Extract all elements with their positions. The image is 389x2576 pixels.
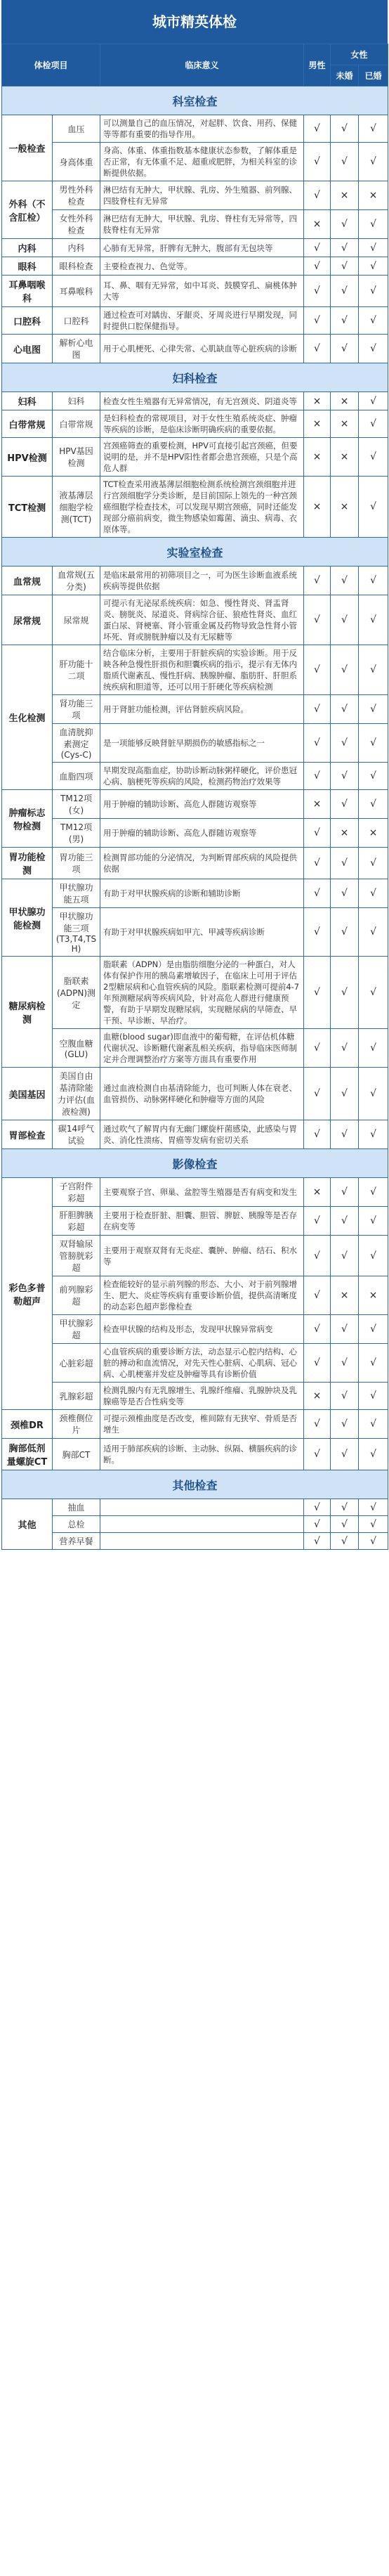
mark-male: √ [304,957,331,1029]
row-description: 主要用于观察双肾有无炎症、囊肿、肿瘤、结石、积水等 [100,1236,304,1276]
mark-unmarried: × [331,438,359,477]
row-description: 有助于对甲状腺疾病如甲亢、甲减等疾病诊断 [100,908,304,957]
mark-married: √ [359,645,388,695]
row-description: 淋巴结有无肿大，甲状腺、乳房、外生殖器、前列腺、四肢脊柱有无异常 [100,181,304,210]
mark-male: √ [304,1315,331,1344]
mark-male: × [304,1178,331,1207]
row-description: 检查女性生殖器有无异常情况，有无宫颈炎、阴道炎等 [100,392,304,410]
row-item: 子宫附件彩超 [53,1178,100,1207]
mark-male: × [304,1383,331,1410]
mark-male: √ [304,307,331,335]
mark-male: × [304,438,331,477]
table-row [2,392,388,410]
table-header-row [2,44,388,65]
mark-unmarried: √ [331,1383,359,1410]
row-description: 检测乳腺内有无乳腺增生、乳腺纤维瘤、乳腺肿块及乳腺癌等是否合性病变等 [100,1383,304,1410]
row-item: 肝功能十二项 [53,645,100,695]
mark-male: × [304,790,331,819]
mark-unmarried: √ [331,790,359,819]
table-row [2,879,388,908]
header-category: 体检项目 [2,44,100,86]
table-row [2,1499,388,1516]
mark-unmarried: √ [331,763,359,790]
row-category: 生化检测 [2,645,53,790]
mark-unmarried: √ [331,1207,359,1236]
table-row [2,477,388,538]
mark-married: √ [359,1315,388,1344]
table-row [2,567,388,595]
mark-unmarried: × [331,410,359,438]
table-row [2,819,388,848]
table-row [2,1516,388,1533]
mark-married: √ [359,276,388,307]
mark-unmarried: × [331,819,359,848]
row-item: 肾功能三项 [53,695,100,724]
table-row [2,210,388,239]
row-category: 口腔科 [2,307,53,335]
row-category: 血常规 [2,567,53,595]
mark-married: √ [359,477,388,538]
mark-unmarried: √ [331,115,359,143]
mark-unmarried: √ [331,1410,359,1439]
section-header [2,363,388,392]
row-description: 可提示颈椎曲度是否改变，椎间隙有无狭窄、骨质是否增生 [100,1410,304,1439]
mark-male: √ [304,1499,331,1516]
mark-male: √ [304,695,331,724]
mark-married: √ [359,1178,388,1207]
row-description: 耳、鼻、咽有无异常，如中耳炎、鼓膜穿孔、扁桃体肿大等 [100,276,304,307]
mark-married: √ [359,763,388,790]
mark-unmarried: √ [331,908,359,957]
section-title: 妇科检查 [2,363,388,392]
row-item: 尿常规 [53,595,100,645]
mark-male: √ [304,1344,331,1383]
row-description: 通过血液检测自由基清除能力，也可判断人体在衰老、血管损伤、动脉粥样硬化和肿瘤等方面的风险 [100,1068,304,1120]
row-category: 其他 [2,1499,53,1550]
row-description: 宫颈癌筛查的重要检测，HPV可直接引起宫颈癌，但要说明的是，并不是HPV阳性者都会患宫颈癌，只是个高危人群 [100,438,304,477]
mark-married: √ [359,438,388,477]
row-category: 内科 [2,239,53,257]
mark-male: √ [304,1029,331,1068]
row-description: 身高、体重、体重指数基本健康状态参数，了解体重是否正常，有无体重不足、超重或肥胖，为相关科室的诊断提供依据。 [100,143,304,181]
mark-married: √ [359,1236,388,1276]
mark-unmarried: × [331,477,359,538]
row-category: 妇科 [2,392,53,410]
row-item: 解析心电图 [53,335,100,363]
section-header [2,1470,388,1499]
table-row [2,1207,388,1236]
row-description: 可提示有无泌尿系统疾病：如急、慢性肾炎、肾盂肾炎、膀胱炎、尿道炎、肾病综合征、狼疮性肾炎、血红蛋白尿、肾梗塞、肾小管重金属及药物导致急性肾小管坏死、肾或膀胱肿瘤以及有无尿糖等 [100,595,304,645]
row-description: 检查能较好的显示前列腺的形态、大小、对于前列腺增生、肥大、炎症等疾病有重要诊断价值，提供高清晰度的动态彩色超声影像检查 [100,1276,304,1315]
mark-unmarried: √ [331,307,359,335]
mark-male: √ [304,1068,331,1120]
row-category: 外科（不含肛检） [2,181,53,239]
table-row [2,410,388,438]
table-row [2,790,388,819]
mark-married: √ [359,410,388,438]
mark-unmarried: √ [331,1344,359,1383]
mark-male: √ [304,1533,331,1550]
mark-male: √ [304,1120,331,1149]
mark-married: √ [359,1029,388,1068]
mark-male: √ [304,143,331,181]
row-description [100,1499,304,1516]
row-item: 胃功能三项 [53,848,100,879]
table-row [2,1276,388,1315]
mark-male: √ [304,239,331,257]
checkup-table [1,44,388,1550]
row-description: 用于心肌梗死、心律失常、心肌缺血等心脏疾病的诊断 [100,335,304,363]
row-item: 颈椎侧位片 [53,1410,100,1439]
mark-male: √ [304,1410,331,1439]
mark-married: √ [359,210,388,239]
mark-married: √ [359,335,388,363]
mark-unmarried: √ [331,1178,359,1207]
row-category: 肿瘤标志物检测 [2,790,53,848]
mark-unmarried: √ [331,1120,359,1149]
mark-male: √ [304,115,331,143]
mark-unmarried: √ [331,957,359,1029]
mark-male: √ [304,879,331,908]
row-category: 胸部低剂量螺旋CT [2,1439,53,1470]
table-row [2,1344,388,1383]
mark-male: √ [304,595,331,645]
row-description: 结合临床分析，主要用于肝脏疾病的实验诊断。用于反映各种急慢性肝损伤和胆囊疾病的指示，提示有无体内脂质代谢紊乱、慢性肝病、胰腺肿瘤、脂肪肝、肝胆系统疾病和胆道等，还可以用于肝硬化等疾病检测 [100,645,304,695]
row-category: 彩色多普勒超声 [2,1178,53,1410]
row-item: 总检 [53,1516,100,1533]
table-row [2,645,388,695]
section-title: 影像检查 [2,1149,388,1178]
row-item: 双肾输尿管膀胱彩超 [53,1236,100,1276]
mark-male: √ [304,763,331,790]
mark-married: √ [359,1410,388,1439]
row-category: 耳鼻咽喉科 [2,276,53,307]
row-item: 甲状腺功能三项(T3,T4,TSH) [53,908,100,957]
row-description: 检查甲状腺的结构及形态，发现甲状腺异常病变 [100,1315,304,1344]
row-category: HPV检测 [2,438,53,477]
table-row [2,1236,388,1276]
mark-unmarried: √ [331,210,359,239]
row-category: 胃部检查 [2,1120,53,1149]
row-description: TCT检查采用液基薄层细胞检测系统检测宫颈细胞并进行宫颈细胞学分类诊断，是目前国际上领先的一种宫颈癌细胞学检查技术，可以发现早期宫颈癌，同时还能发现部分癌前病变，微生物感染如霉菌、滴虫、病毒、衣原体等。 [100,477,304,538]
row-item: 碳14呼气试验 [53,1120,100,1149]
mark-unmarried: √ [331,1315,359,1344]
mark-married: √ [359,257,388,276]
mark-married: √ [359,1499,388,1516]
row-description: 检测胃部功能的分泌情况，为判断胃部疾病的风险提供依据 [100,848,304,879]
row-item: 脂联素(ADPN)测定 [53,957,100,1029]
table-row [2,1383,388,1410]
table-row [2,908,388,957]
header-male: 男性 [304,44,331,86]
row-description: 有助于对甲状腺疾病的诊断和辅助诊断 [100,879,304,908]
row-category: 糖尿病检测 [2,957,53,1068]
mark-unmarried: √ [331,1029,359,1068]
row-description: 心血管疾病的重要诊断方法，动态显示心腔内结构、心脏的搏动和血流情况，对先天性心脏病、心肌病、冠心病、心肌梗塞并发症及肿瘤等具有诊断价值 [100,1344,304,1383]
table-row [2,257,388,276]
mark-married: √ [359,695,388,724]
mark-unmarried: √ [331,724,359,763]
mark-unmarried: √ [331,143,359,181]
row-description: 用于肿瘤的辅助诊断、高危人群随访观察等 [100,790,304,819]
row-description: 淋巴结有无肿大，甲状腺、乳房、脊柱有无异常等，四肢脊柱有无异常 [100,210,304,239]
row-description: 早期发现高脂血症，协助诊断动脉粥样硬化，评价患冠心病、脑梗死等疾病的风险，检测药物治疗效果等 [100,763,304,790]
row-category: 尿常规 [2,595,53,645]
table-row [2,276,388,307]
table-row [2,115,388,143]
table-row [2,1120,388,1149]
row-description: 心肺有无异常，肝脾有无肿大，腹部有无包块等 [100,239,304,257]
header-married: 已婚 [359,65,388,86]
mark-unmarried: × [331,181,359,210]
row-description: 是一项能够反映肾脏早期损伤的敏感指标之一 [100,724,304,763]
row-description: 主要检查视力、色觉等。 [100,257,304,276]
mark-male: √ [304,848,331,879]
row-category: 心电图 [2,335,53,363]
mark-married: √ [359,879,388,908]
mark-married: √ [359,1516,388,1533]
table-row [2,1068,388,1120]
mark-married: √ [359,790,388,819]
row-item: 空腹血糖(GLU) [53,1029,100,1068]
row-description: 主要观察子宫、卵巢、盆腔等生殖器是否有病变和发生 [100,1178,304,1207]
row-description: 脂联素（ADPN）是由脂肪细胞分泌的一种蛋白，对人体有保护作用的胰岛素增敏因子，在临床上可用于评估2型糖尿病和心血管疾病的风险。脂联素检测可提前4-7年预测糖尿病等疾病风险，针对高危人群进行健康预警，有助于早期发现糖尿病，实现糖尿病的早筛查、早干预、早诊断、早治疗。 [100,957,304,1029]
mark-married: √ [359,1344,388,1383]
mark-male: × [304,210,331,239]
mark-unmarried: √ [331,595,359,645]
mark-married: √ [359,595,388,645]
mark-male: √ [304,181,331,210]
table-row [2,438,388,477]
row-item: 营养早餐 [53,1533,100,1550]
row-item: 女性外科检查 [53,210,100,239]
row-description: 血糖(blood sugar)即血液中的葡萄糖，在评估机体糖代谢状况、诊断糖代谢紊乱相关疾病，指导临床医师制定并合理调整治疗方案等方面具有重要作用 [100,1029,304,1068]
mark-male: √ [304,724,331,763]
mark-male: × [304,410,331,438]
row-item: 前列腺彩超 [53,1276,100,1315]
table-row [2,1410,388,1439]
row-description: 通过检查可对龋齿、牙龈炎、牙周炎进行早期发现，同时提供口腔保健指导。 [100,307,304,335]
mark-male: √ [304,819,331,848]
table-row [2,848,388,879]
mark-married: √ [359,307,388,335]
mark-unmarried: √ [331,335,359,363]
table-row [2,1029,388,1068]
row-category: TCT检测 [2,477,53,538]
row-item: 白带常规 [53,410,100,438]
mark-unmarried: √ [331,645,359,695]
row-description [100,1516,304,1533]
table-row [2,595,388,645]
mark-married: × [359,1276,388,1315]
row-item: 妇科 [53,392,100,410]
table-row [2,143,388,181]
row-item: 肝胆脾胰彩超 [53,1207,100,1236]
section-title: 实验室检查 [2,538,388,567]
mark-male: √ [304,335,331,363]
mark-unmarried: √ [331,1516,359,1533]
row-item: HPV基因检测 [53,438,100,477]
mark-married: √ [359,1439,388,1470]
page-title: 城市精英体检 [1,0,388,44]
mark-unmarried: √ [331,1068,359,1120]
mark-male: √ [304,567,331,595]
table-row [2,695,388,724]
mark-male: √ [304,276,331,307]
row-item: 甲状腺彩超 [53,1315,100,1344]
row-category: 胃功能检测 [2,848,53,879]
table-row [2,1178,388,1207]
row-item: 内科 [53,239,100,257]
row-item: 血清胱抑素测定(Cys-C) [53,724,100,763]
row-item: 血压 [53,115,100,143]
table-row [2,1439,388,1470]
mark-male: √ [304,1516,331,1533]
section-title: 科室检查 [2,86,388,115]
mark-unmarried: √ [331,257,359,276]
row-item: 甲状腺功能五项 [53,879,100,908]
row-description: 用于肾脏功能检测，评估肾脏疾病风险。 [100,695,304,724]
table-row [2,239,388,257]
mark-married: √ [359,567,388,595]
mark-male: √ [304,908,331,957]
mark-male: √ [304,645,331,695]
mark-male: √ [304,257,331,276]
mark-unmarried: √ [331,567,359,595]
row-description: 主要用于检查肝脏、胆囊、胆管、脾脏、胰腺等是否存在病变等 [100,1207,304,1236]
row-item: 血常规(五分类) [53,567,100,595]
row-category: 白带常规 [2,410,53,438]
mark-married: √ [359,392,388,410]
section-header [2,1149,388,1178]
mark-married: √ [359,1120,388,1149]
mark-married: × [359,181,388,210]
row-description: 是临床最常用的初筛项目之一，可为医生诊断血液系统疾病等提供依据 [100,567,304,595]
row-category: 一般检查 [2,115,53,181]
mark-married: √ [359,143,388,181]
table-row [2,763,388,790]
mark-male: × [304,477,331,538]
mark-married: √ [359,1383,388,1410]
section-header [2,86,388,115]
row-description: 适用于肺部疾病的诊断、主动脉、纵隔、横膈疾病的诊断。 [100,1439,304,1470]
table-row [2,724,388,763]
row-item: TM12项(男) [53,819,100,848]
table-row [2,307,388,335]
mark-married: √ [359,908,388,957]
row-item: 心脏彩超 [53,1344,100,1383]
row-item: TM12项(女) [53,790,100,819]
mark-unmarried: √ [331,879,359,908]
row-description: 通过吹气了解胃内有无幽门螺旋杆菌感染，此感染与胃炎、消化性溃疡、胃癌等发病有密切关系 [100,1120,304,1149]
header-female: 女性 [331,44,388,65]
row-item: 胸部CT [53,1439,100,1470]
mark-unmarried: × [331,1276,359,1315]
mark-married: √ [359,1068,388,1120]
row-item: 眼科检查 [53,257,100,276]
row-description: 用于肿瘤的辅助诊断、高危人群随访观察等 [100,819,304,848]
mark-married: √ [359,1533,388,1550]
mark-married: √ [359,848,388,879]
row-item: 液基薄层细胞学检测(TCT) [53,477,100,538]
header-unmarried: 未婚 [331,65,359,86]
mark-male: × [304,392,331,410]
row-category: 甲状腺功能检测 [2,879,53,957]
mark-married: √ [359,239,388,257]
row-category: 美国基因 [2,1068,53,1120]
section-title: 其他检查 [2,1470,388,1499]
row-item: 身高体重 [53,143,100,181]
row-description: 可以测量自己的血压情况，对起胖、饮食、用药、保健等等都有重要的指导作用。 [100,115,304,143]
mark-married: √ [359,724,388,763]
table-row [2,181,388,210]
table-row [2,335,388,363]
row-item: 抽血 [53,1499,100,1516]
mark-unmarried: √ [331,695,359,724]
row-description [100,1533,304,1550]
row-category: 颈椎DR [2,1410,53,1439]
mark-unmarried: √ [331,1533,359,1550]
row-category: 眼科 [2,257,53,276]
mark-male: √ [304,1439,331,1470]
mark-unmarried: √ [331,239,359,257]
mark-unmarried: √ [331,1236,359,1276]
section-header [2,538,388,567]
row-item: 耳鼻喉科 [53,276,100,307]
row-description: 是妇科检查的常规项目，对于女性生殖系统炎症、肿瘤等疾病的诊断，是临床诊断明确疾病的重要依据。 [100,410,304,438]
mark-married: √ [359,1207,388,1236]
mark-male: √ [304,1276,331,1315]
mark-married: √ [359,957,388,1029]
table-row [2,1533,388,1550]
row-item: 男性外科检查 [53,181,100,210]
row-item: 美国自由基清除能力评估(血液检测) [53,1068,100,1120]
row-item: 乳腺彩超 [53,1383,100,1410]
mark-married: × [359,819,388,848]
header-meaning: 临床意义 [100,44,304,86]
mark-unmarried: √ [331,276,359,307]
mark-unmarried: √ [331,1439,359,1470]
table-row [2,957,388,1029]
mark-unmarried: √ [331,848,359,879]
table-row [2,1315,388,1344]
mark-married: √ [359,115,388,143]
mark-unmarried: √ [331,1499,359,1516]
mark-male: √ [304,1207,331,1236]
row-item: 口腔科 [53,307,100,335]
mark-male: √ [304,1236,331,1276]
row-item: 血脂四项 [53,763,100,790]
mark-unmarried: × [331,392,359,410]
